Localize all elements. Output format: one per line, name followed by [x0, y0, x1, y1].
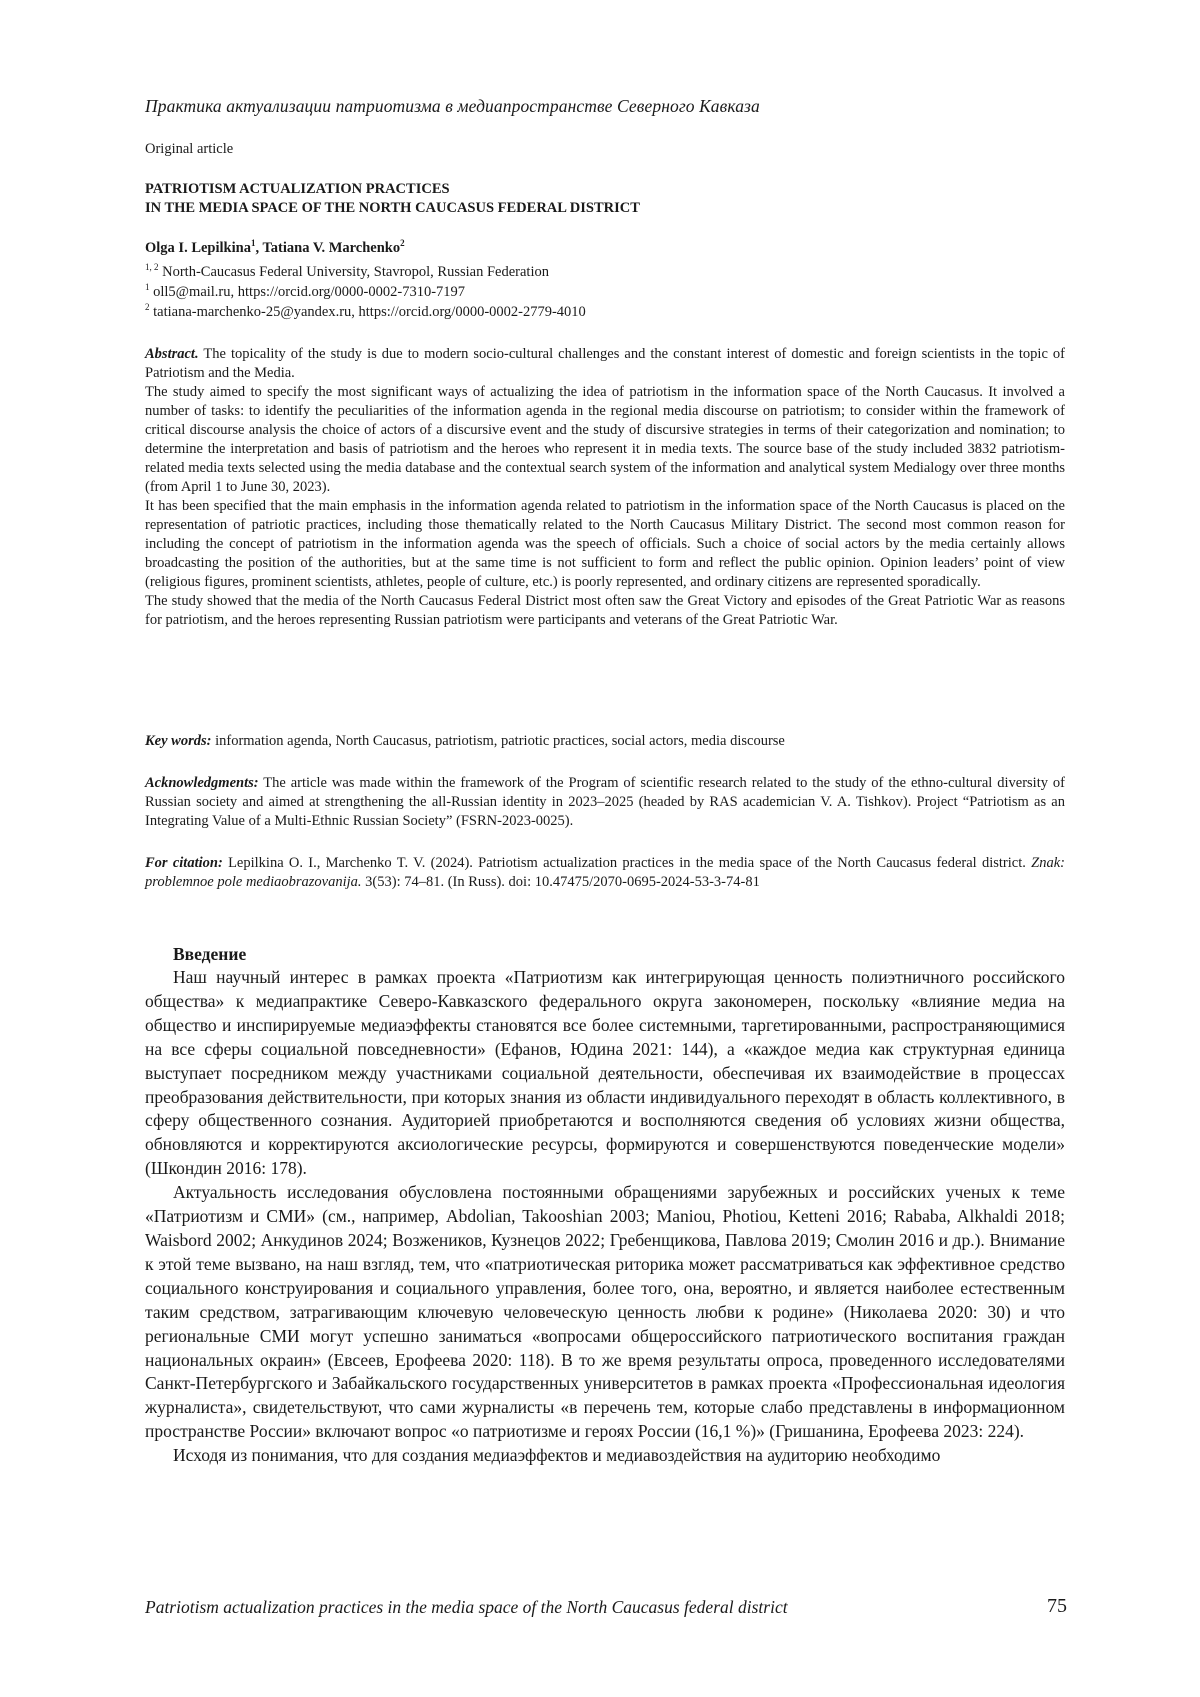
article-title [145, 180, 640, 218]
keywords-label: Key words: [145, 733, 212, 749]
acknowledgments [145, 774, 1065, 831]
section-heading: Введение [173, 944, 247, 964]
abstract-paragraph-1 [145, 345, 1065, 383]
article-title-line-2: IN THE MEDIA SPACE OF THE NORTH CAUCASUS FEDERAL DISTRICT [145, 200, 640, 216]
affiliation-university [145, 263, 549, 282]
author-2-sup: 2 [400, 238, 405, 249]
affiliation-sup: 2 [145, 302, 150, 313]
acknowledgments-label: Acknowledgments: [145, 775, 259, 791]
citation-journal: Znak: problemnoe pole mediaobrazovanija. [145, 855, 1066, 890]
citation-text-after: 3(53): 74–81. (In Russ). doi: 10.47475/2070-0695-2024-53-3-74-81 [361, 874, 760, 890]
affiliation-author-2-contact [145, 303, 586, 322]
running-head: Практика актуализации патриотизма в медиапространстве Северного Кавказа [145, 96, 760, 116]
citation-text-before: Lepilkina O. I., Marchenko T. V. (2024). Patriotism actualization practices in the media space of the North Caucasus federal district. [222, 855, 1032, 871]
affiliation-text: North-Caucasus Federal University, Stavropol, Russian Federation [162, 264, 549, 280]
article-type: Original article [145, 141, 234, 157]
keywords [145, 732, 1065, 751]
authors-separator: , [255, 240, 263, 256]
page-number: 75 [1047, 1595, 1067, 1617]
abstract-paragraph-4: The study showed that the media of the North Caucasus Federal District most often saw the Great Victory and episodes of the Great Patriotic War as reasons for patriotism, and the heroes representing Russian patriotism were participants and veterans of the Great Patriotic War. [145, 593, 1065, 628]
abstract-label: Abstract. [145, 346, 199, 362]
abstract-paragraph-2: The study aimed to specify the most significant ways of actualizing the idea of patriotism in the information space of the North Caucasus. It involved a number of tasks: to identify the peculiarities of the information agenda in the regional media discourse on patriotism; to consider within the framework of critical discourse analysis the choice of actors of a discursive event and the study of discursive strategies in terms of their categorization and nomination; to determine the interpretation and basis of patriotism and the heroes who represent it in media texts. The source base of the study included 3832 patriotism-related media texts selected using the media database and the contextual search system of the information and analytical system Medialogy over three months (from April 1 to June 30, 2023). [145, 384, 1065, 495]
footer-running-title: Patriotism actualization practices in the media space of the North Caucasus federal district [145, 1597, 788, 1617]
author-1-name: Olga I. Lepilkina [145, 240, 251, 256]
body-paragraph-3: Исходя из понимания, что для создания медиаэффектов и медиавоздействия на аудиторию необходимо [173, 1445, 941, 1466]
affiliation-sup: 1 [145, 282, 150, 293]
citation [145, 854, 1065, 892]
abstract-text-1: The topicality of the study is due to modern socio-cultural challenges and the constant interest of domestic and foreign scientists in the topic of Patriotism and the Media. [145, 346, 1065, 381]
citation-label: For citation: [145, 855, 223, 871]
body-text [145, 966, 1065, 1468]
article-title-line-1: PATRIOTISM ACTUALIZATION PRACTICES [145, 181, 450, 197]
affiliation-sup: 1, 2 [145, 262, 159, 273]
authors [145, 240, 405, 257]
body-paragraph-2: Актуальность исследования обусловлена постоянными обращениями зарубежных и российских ученых к теме «Патриотизм и СМИ» (см., например, Abdolian, Takooshian 2003; Maniou, Photiou, Ketteni 2016; Rababa, Alkhaldi 2018; Waisbord 2002; Анкудинов 2024; Возжеников, Кузнецов 2022; Гребенщикова, Павлова 2019; Смолин 2016 и др.). Внимание к этой теме вызвано, на наш взгляд, тем, что «патриотическая риторика может рассматриваться как эффективное средство социального конструирования и социального управления, более того, она, вероятно, и является наиболее естественным таким средством, затрагивающим ключевую человеческую ценность любви к родине» (Николаева 2020: 30) и что региональные СМИ могут успешно заниматься «вопросами общероссийского патриотического воспитания граждан национальных окраин» (Евсеев, Ерофеева 2020: 118). В то же время результаты опроса, проведенного исследователями Санкт-Петербургского и Забайкальского государственных университетов в рамках проекта «Профессиональная идеология журналиста», свидетельствуют, что сами журналисты «в перечень тем, которые слабо представлены в информационном пространстве России» включают вопрос «о патриотизме и героях России (16,1 %)» (Гришанина, Ерофеева 2023: 224). [145, 1182, 1065, 1442]
affiliation-text: oll5@mail.ru, https://orcid.org/0000-0002-7310-7197 [153, 284, 466, 300]
author-1-sup: 1 [250, 238, 256, 249]
body-paragraph-1: Наш научный интерес в рамках проекта «Патриотизм как интегрирующая ценность полиэтничного российского общества» к медиапрактике Северо-Кавказского федерального округа закономерен, поскольку «влияние медиа на общество и инспирируемые медиаэффекты становятся все более системными, таргетированными, распространяющимися на все сферы социальной повседневности» (Ефанов, Юдина 2021: 144), а «каждое медиа как структурная единица выступает посредником между участниками социальной деятельности, обеспечивая их взаимодействие в процессах преобразования действительности, при которых знания из области индивидуального переходят в область коллективного, в сферу общественного сознания. Аудиторией приобретаются и восполняются сведения об условиях жизни общества, обновляются и корректируются аксиологические ресурсы, формируются и совершенствуются поведенческие модели» (Шкондин 2016: 178). [145, 967, 1065, 1179]
author-2-name: Tatiana V. Marchenko [262, 240, 401, 256]
abstract-paragraph-3: It has been specified that the main emphasis in the information agenda related to patriotism in the information space of the North Caucasus is placed on the representation of patriotic practices, including those thematically related to the North Caucasus Military District. The second most common reason for including the concept of patriotism in the information agenda was the speech of officials. Such a choice of social actors by the media certainly allows broadcasting the position of the authorities, but at the same time is not sufficient to form and reflect the public opinion. Opinion leaders’ point of view (religious figures, prominent scientists, athletes, people of culture, etc.) is poorly represented, and ordinary citizens are represented sporadically. [145, 498, 1065, 590]
affiliation-author-1-contact [145, 283, 465, 302]
acknowledgments-text: The article was made within the framework of the Program of scientific research related to the study of the ethno-cultural diversity of Russian society and aimed at strengthening the all-Russian identity in 2023–2025 (headed by RAS academician V. A. Tishkov). Project “Patriotism as an Integrating Value of a Multi-Ethnic Russian Society” (FSRN-2023-0025). [145, 775, 1065, 829]
affiliation-text: tatiana-marchenko-25@yandex.ru, https://orcid.org/0000-0002-2779-4010 [153, 304, 586, 320]
abstract [145, 345, 1065, 630]
keywords-text: information agenda, North Caucasus, patriotism, patriotic practices, social actors, media discourse [211, 733, 785, 749]
